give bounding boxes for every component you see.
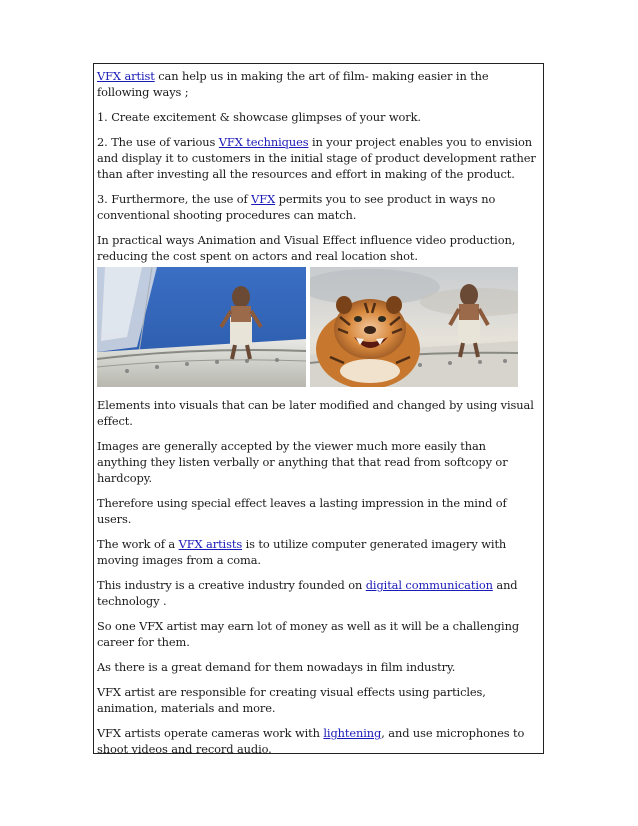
image-row <box>97 267 539 387</box>
link-vfx-artists[interactable]: VFX artists <box>178 537 243 551</box>
paragraph-operate-cameras: VFX artists operate cameras work with lightening, and use microphones to shoot videos and record audio. <box>97 726 525 756</box>
paragraph-point-3: 3. Furthermore, the use of VFX permits you to see product in ways no conventional shooting procedures can match. <box>97 192 496 222</box>
paragraph-intro: VFX artist can help us in making the art of film- making easier in the following ways ; <box>97 69 489 99</box>
paragraph-creative-industry: This industry is a creative industry founded on digital communication and technology . <box>97 578 518 608</box>
paragraph-practical-ways: In practical ways Animation and Visual Effect influence video production, reducing the cost spent on actors and real location shot. <box>97 233 516 263</box>
document-body <box>97 68 539 766</box>
link-lightening[interactable]: lightening <box>323 726 382 740</box>
paragraph-special-effect: Therefore using special effect leaves a lasting impression in the mind of users. <box>97 496 507 526</box>
link-digital-communication[interactable]: digital communication <box>365 578 493 592</box>
bluescreen-boat-image <box>97 267 306 387</box>
link-vfx-artist[interactable]: VFX artist <box>97 69 155 83</box>
tiger-boat-image <box>310 267 518 387</box>
link-vfx-techniques[interactable]: VFX techniques <box>218 135 309 149</box>
paragraph-point-2: 2. The use of various VFX techniques in your project enables you to envision and display it to customers in the initial stage of product development rather than after investing all the resources and effort in making of the product. <box>97 135 536 181</box>
paragraph-work-of-artist: The work of a VFX artists is to utilize computer generated imagery with moving images from a coma. <box>97 537 507 567</box>
paragraph-elements: Elements into visuals that can be later modified and changed by using visual effect. <box>97 398 534 428</box>
link-vfx[interactable]: VFX <box>251 192 276 206</box>
paragraph-great-demand: As there is a great demand for them nowadays in film industry. <box>97 660 456 674</box>
paragraph-earn-money: So one VFX artist may earn lot of money as well as it will be a challenging career for them. <box>97 619 520 649</box>
paragraph-images-accepted: Images are generally accepted by the viewer much more easily than anything they listen verbally or anything that that read from softcopy or hardcopy. <box>97 439 508 485</box>
paragraph-point-1: 1. Create excitement & showcase glimpses of your work. <box>97 110 421 124</box>
paragraph-responsible: VFX artist are responsible for creating visual effects using particles, animation, materials and more. <box>97 685 486 715</box>
